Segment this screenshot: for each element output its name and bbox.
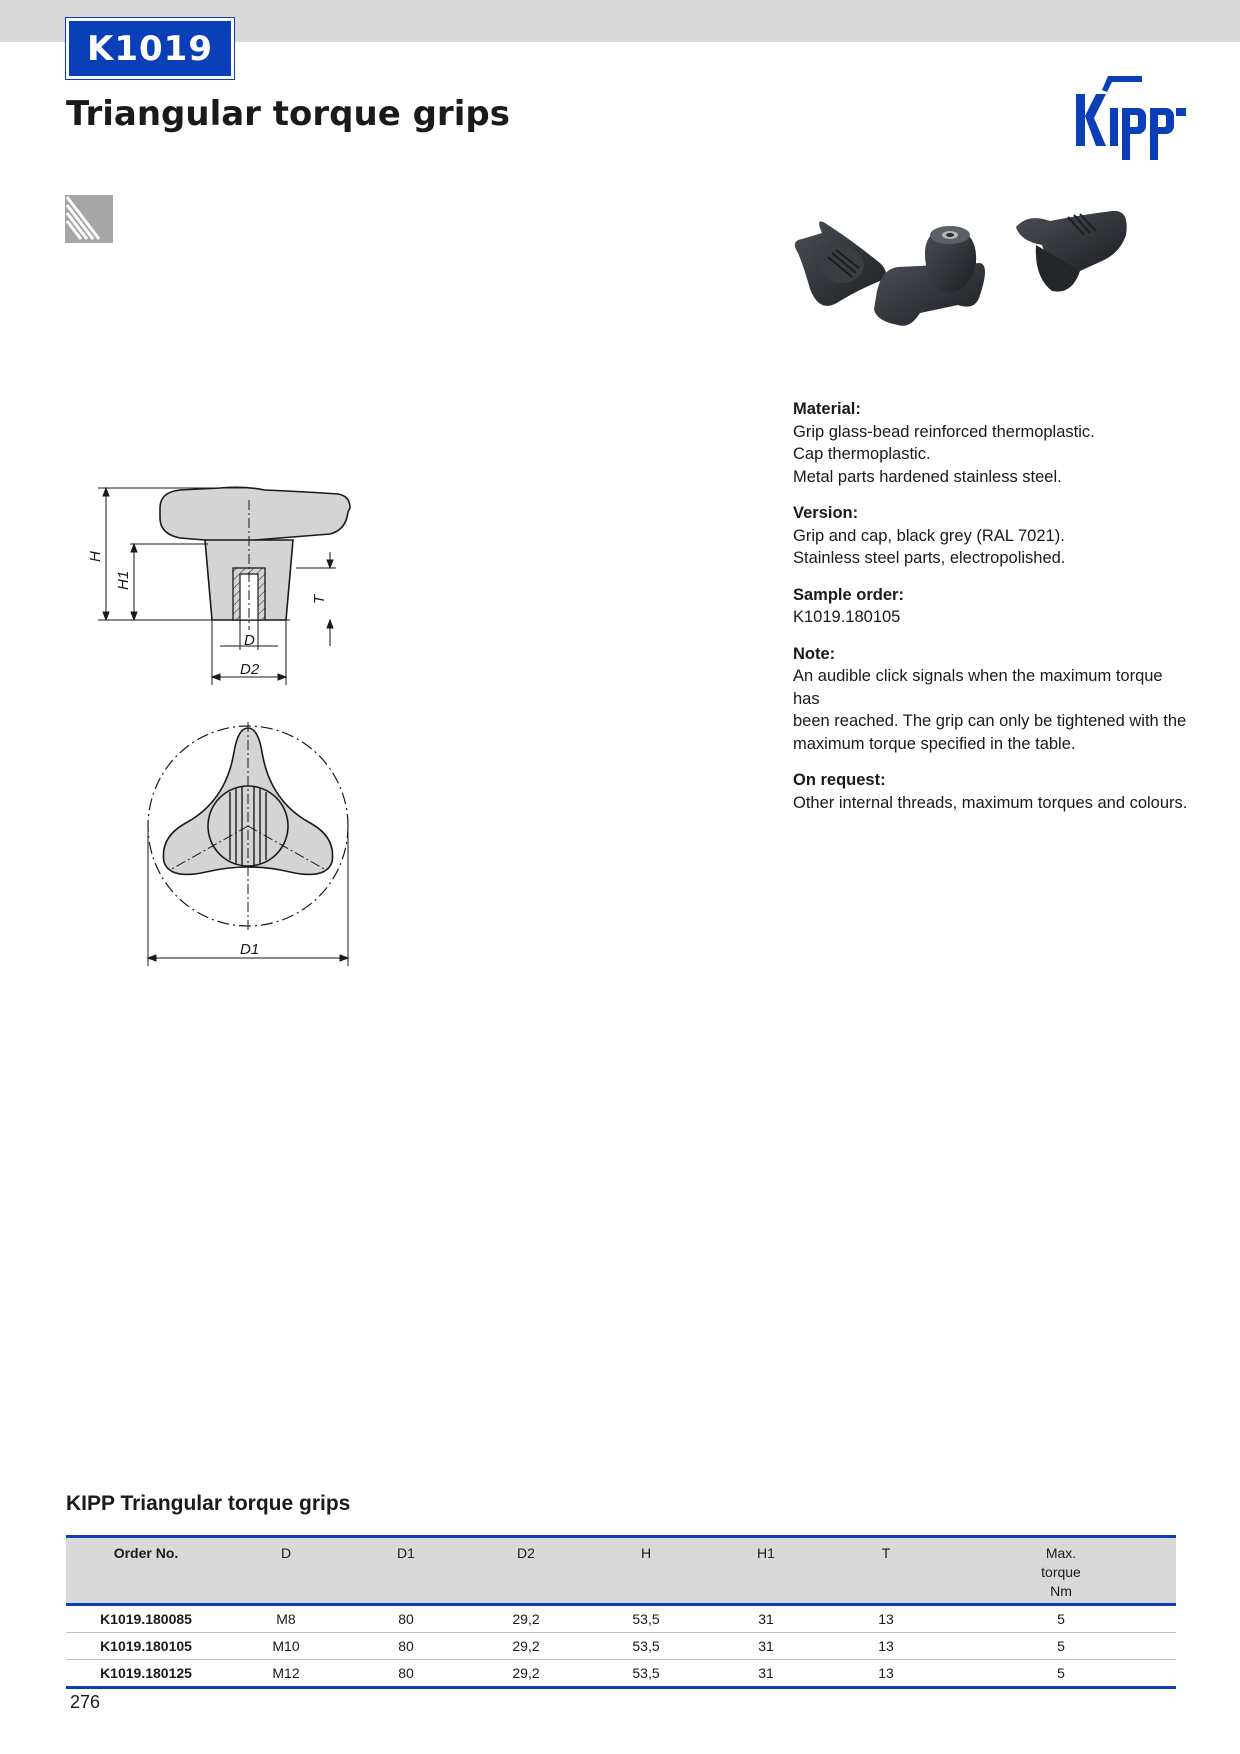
table-cell: 53,5 [586, 1605, 706, 1633]
table-cell: 31 [706, 1633, 826, 1660]
spec-line: Grip and cap, black grey (RAL 7021). [793, 526, 1065, 545]
spec-line: maximum torque specified in the table. [793, 734, 1076, 753]
product-code-badge: K1019 [66, 18, 234, 79]
page-number: 276 [70, 1692, 101, 1712]
dim-label-d2: D2 [240, 661, 260, 678]
column-header: T [826, 1537, 946, 1605]
table-row [66, 1660, 1176, 1688]
kipp-logo [1072, 72, 1190, 162]
column-header: H [586, 1537, 706, 1605]
spec-heading: On request: [793, 771, 886, 789]
column-header: Max. torque Nm [946, 1537, 1176, 1605]
dim-label-t: T [311, 594, 328, 604]
table-cell: 29,2 [466, 1660, 586, 1688]
table-cell: 53,5 [586, 1660, 706, 1688]
table-title: KIPP Triangular torque grips [66, 1492, 351, 1515]
column-header: D2 [466, 1537, 586, 1605]
table-cell: 29,2 [466, 1605, 586, 1633]
spec-line: Cap thermoplastic. [793, 445, 931, 463]
dim-label-h1: H1 [115, 570, 132, 590]
spec-line: Stainless steel parts, electropolished. [793, 549, 1066, 567]
table-cell: M8 [226, 1605, 346, 1633]
dimensions-table [66, 1535, 1176, 1689]
dim-label-d1: D1 [240, 941, 260, 958]
knob-head-outline [160, 487, 350, 542]
spec-sample-order [793, 584, 1193, 629]
table-header-row [66, 1537, 1176, 1605]
spec-on-request [793, 769, 1193, 814]
dim-label-h: H [87, 551, 104, 562]
table-cell: 13 [826, 1633, 946, 1660]
table-cell: M10 [226, 1633, 346, 1660]
spec-list [793, 398, 1193, 828]
table-cell: 29,2 [466, 1633, 586, 1660]
table-cell: 5 [946, 1633, 1176, 1660]
column-header: H1 [706, 1537, 826, 1605]
page-title: Triangular torque grips [66, 94, 510, 134]
spec-line: been reached. The grip can only be tightened with the [793, 712, 1187, 730]
table-cell: 80 [346, 1633, 466, 1660]
table-cell: 80 [346, 1605, 466, 1633]
table-cell: K1019.180085 [66, 1605, 226, 1633]
column-header: Order No. [66, 1537, 226, 1605]
spec-line: Grip glass-bead reinforced thermoplastic. [793, 422, 1095, 441]
spec-heading: Material: [793, 400, 861, 418]
table-cell: 53,5 [586, 1633, 706, 1660]
spec-heading: Note: [793, 644, 836, 663]
table-cell: K1019.180105 [66, 1633, 226, 1660]
spec-line: Other internal threads, maximum torques and colours. [793, 793, 1188, 812]
table-cell: 31 [706, 1605, 826, 1633]
spec-line: Metal parts hardened stainless steel. [793, 467, 1062, 486]
spec-line: An audible click signals when the maximum torque has [793, 667, 1163, 708]
side-view-drawing [80, 470, 380, 700]
column-header: D [226, 1537, 346, 1605]
spec-heading: Version: [793, 504, 859, 522]
product-category-icon [65, 195, 113, 243]
table-cell: 13 [826, 1605, 946, 1633]
spec-version [793, 502, 1193, 570]
spec-heading: Sample order: [793, 585, 904, 604]
table-cell: 5 [946, 1660, 1176, 1688]
column-header: D1 [346, 1537, 466, 1605]
table-row [66, 1605, 1176, 1633]
top-view-drawing [130, 712, 370, 972]
table-cell: 5 [946, 1605, 1176, 1633]
table-cell: 13 [826, 1660, 946, 1688]
product-photo [780, 205, 1140, 380]
spec-material [793, 398, 1193, 488]
table-cell: K1019.180125 [66, 1660, 226, 1688]
table-cell: 31 [706, 1660, 826, 1688]
spec-line: K1019.180105 [793, 608, 901, 626]
table-cell: M12 [226, 1660, 346, 1688]
table-row [66, 1633, 1176, 1660]
spec-note [793, 643, 1193, 756]
table-cell: 80 [346, 1660, 466, 1688]
dim-label-d: D [244, 632, 255, 649]
